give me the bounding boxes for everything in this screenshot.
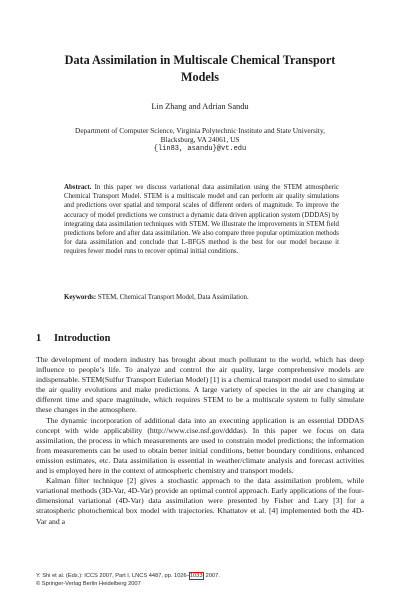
abstract-text: In this paper we discuss variational data assimilation using the STEM atmospheric Chemical Transport Model. STEM is a multiscale model and can perform air quality simulations and predictions over spatial and temporal scales of different orders of magnitude. To improve the accuracy of model predictions we construct a dynamic data driven application system (DDDAS) by integrating data assimilation techniques with STEM. We illustrate the improvements in STEM field predictions before and after data assimilation. We also compare three popular optimization methods for data assimilation and conclude that L-BFGS method is the best for our model because it requires fewer model runs to recover optimal initial conditions.	[64, 184, 339, 256]
paper-title	[40, 52, 360, 86]
keywords-label: Keywords:	[64, 294, 97, 301]
footer-citation-pre: Y. Shi et al. (Eds.): ICCS 2007, Part I, LNCS 4487, pp. 1026–	[36, 573, 190, 579]
authors: Lin Zhang and Adrian Sandu	[151, 102, 249, 111]
body-text	[36, 355, 364, 527]
section-heading	[36, 332, 110, 345]
section-title: Introduction	[54, 333, 111, 344]
footer	[36, 572, 220, 588]
title-line-1: Data Assimilation in Multiscale Chemical Transport	[64, 53, 336, 67]
affiliation-line-2: Blacksburg, VA 24061, US	[160, 135, 240, 145]
keywords-text: STEM, Chemical Transport Model, Data Assimilation.	[96, 294, 249, 301]
keywords	[64, 293, 339, 302]
affiliation-line-1: Department of Computer Science, Virginia Polytechnic Institute and State University,	[75, 126, 325, 135]
abstract-label: Abstract.	[64, 184, 92, 191]
paragraph-1: The development of modern industry has brought about much pollutant to the world, which has deep influence to people’s life. To analyze and control the air quality, large comprehensive models are indispensable. STEM(Sulfur Transport Eulerian Model) [1] is a chemical transport model used to simulate the air quality evolutions and make predictions. A large variety of species in the air are changing at different time and space magnitude, which requires STEM to be a multiscale system to fully simulate these changes in the atmosphere.	[36, 355, 364, 415]
paragraph-2: The dynamic incorporation of additional data into an executing application is an essential DDDAS concept with wide applicability (http://www.cise.nsf.gov/dddas). In this paper we focus on data assimilation, the process in which measurements are used to constrain model predictions; the information from measurements can be used to obtain better initial conditions, better boundary conditions, enhanced emission estimates, etc. Data assimilation is essential in weather/climate analysis and forecast activities and is employed here in the context of atmospheric chemistry and transport models.	[36, 415, 364, 476]
footer-copyright: © Springer-Verlag Berlin Heidelberg 2007	[36, 581, 141, 587]
abstract	[64, 183, 339, 257]
page-end-highlight: 1033	[189, 573, 203, 579]
title-line-2: Models	[181, 70, 219, 84]
author-emails: {lin83, asandu}@vt.edu	[153, 144, 247, 153]
section-number: 1	[36, 333, 42, 344]
footer-citation	[36, 572, 220, 580]
affiliation	[40, 126, 360, 154]
paragraph-3: Kalman filter technique [2] gives a stochastic approach to the data assimilation problem, while variational methods (3D-Var, 4D-Var) provide an optimal control approach. Early applications of the four-dimensional variational (4D-Var) data assimilation were presented by Fisher and Lary [3] for a stratospheric photochemical box model with trajectories. Khattatov et al. [4] implemented both the 4D-Var and a	[36, 476, 364, 526]
footer-citation-post: , 2007.	[202, 573, 220, 579]
